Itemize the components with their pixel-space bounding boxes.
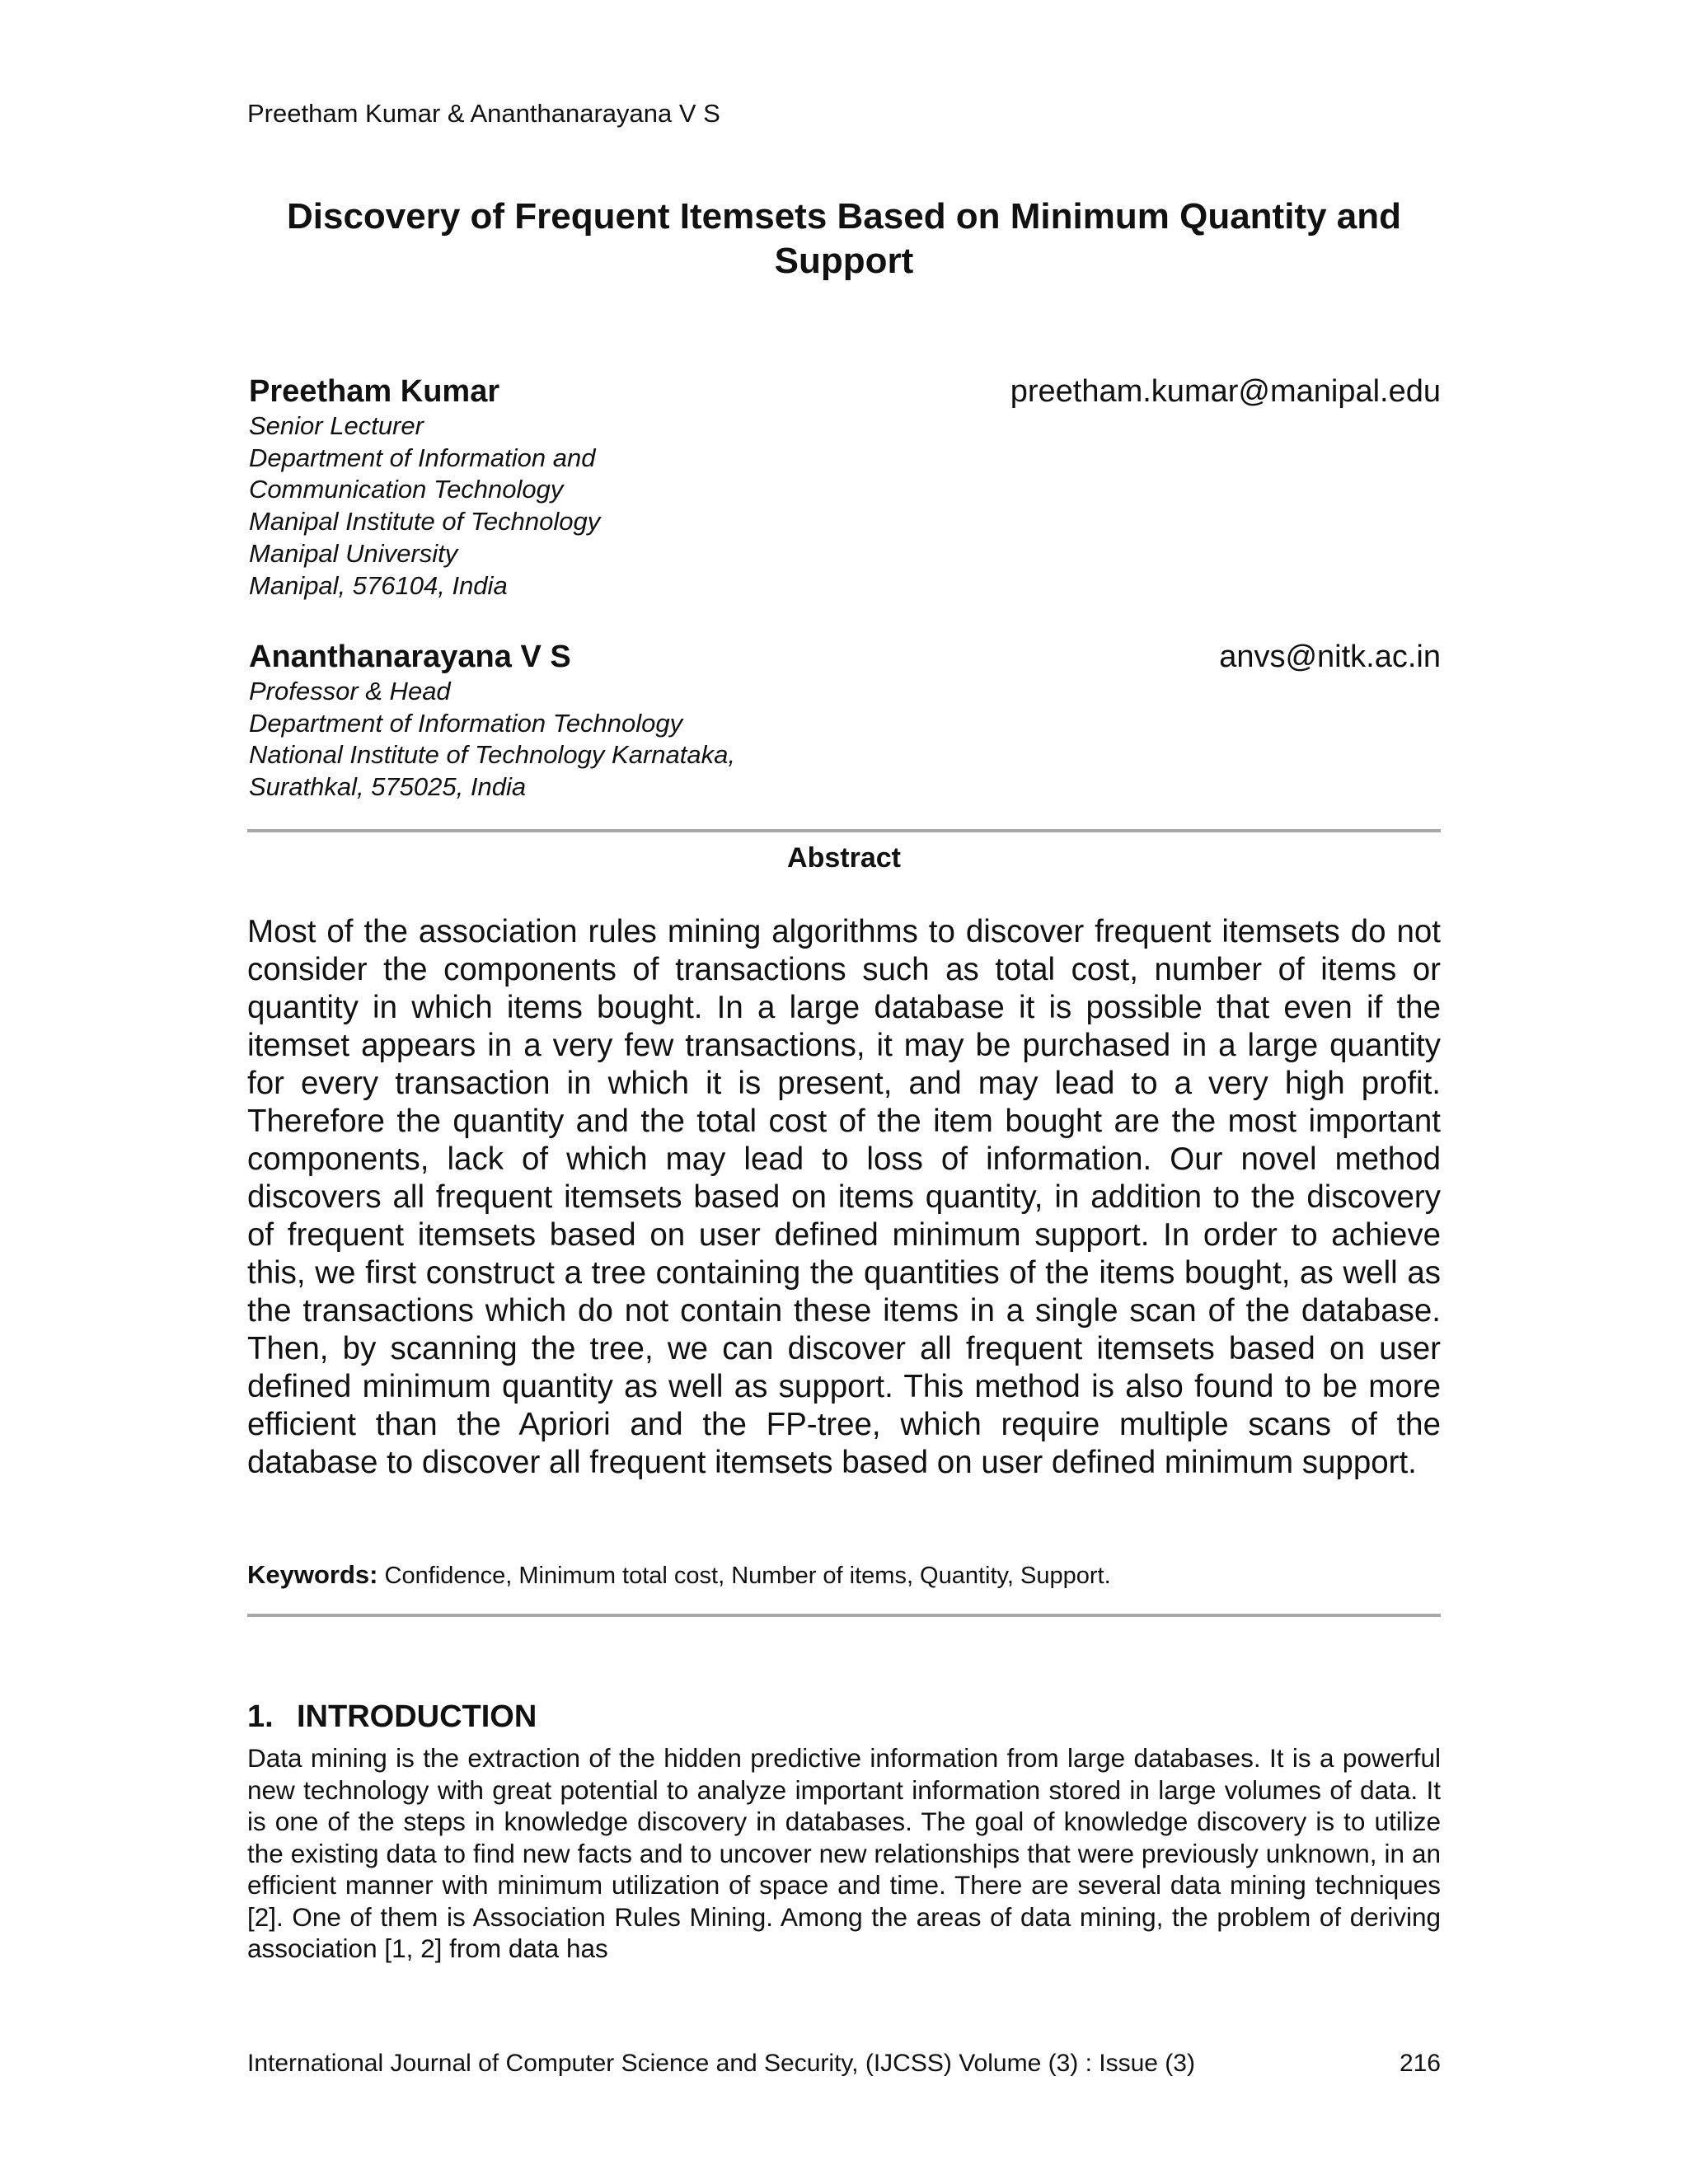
section-number: 1. [247, 1699, 274, 1734]
keywords-text: Confidence, Minimum total cost, Number of items, Quantity, Support. [384, 1563, 1111, 1589]
affiliation-line: Surathkal, 575025, India [249, 772, 527, 802]
running-head: Preetham Kumar & Ananthanarayana V S [247, 99, 720, 128]
affiliation-line: Department of Information Technology [249, 708, 683, 738]
affiliation-line: Senior Lecturer [249, 411, 424, 440]
paper-title: Discovery of Frequent Itemsets Based on Minimum Quantity and Support [286, 196, 1402, 281]
page-number: 216 [1399, 2050, 1441, 2077]
keywords [247, 1559, 1441, 1591]
footer-journal: International Journal of Computer Science and Security, (IJCSS) Volume (3) : Issue (3) [247, 2050, 1195, 2077]
keywords-label: Keywords: [247, 1560, 378, 1589]
author-1-name: Preetham Kumar [249, 374, 500, 409]
abstract-body: Most of the association rules mining algorithms to discover frequent itemsets do not consider the components of transactions such as total cost, number of items or quantity in which items bought. In a large database it is possible that even if the itemset appears in a very few transactions, it may be purchased in a large quantity for every transaction in which it is present, and may lead to a very high profit. Therefore the quantity and the total cost of the item bought are the most important components, lack of which may lead to loss of information. Our novel method discovers all frequent itemsets based on items quantity, in addition to the discovery of frequent itemsets based on user defined minimum support. In order to achieve this, we first construct a tree containing the quantities of the items bought, as well as the transactions which do not contain these items in a single scan of the database. Then, by scanning the tree, we can discover all frequent itemsets based on user defined minimum quantity as well as support. This method is also found to be more efficient than the Apriori and the FP-tree, which require multiple scans of the database to discover all frequent itemsets based on user defined minimum support. [247, 914, 1441, 1480]
divider-bottom [247, 1614, 1441, 1617]
affiliation-line: Communication Technology [249, 475, 564, 504]
affiliation-line: National Institute of Technology Karnataka, [249, 740, 735, 770]
author-2-name: Ananthanarayana V S [249, 640, 571, 674]
section-title: INTRODUCTION [297, 1699, 537, 1734]
author-2-email: anvs@nitk.ac.in [1219, 640, 1441, 674]
affiliation-line: Manipal University [249, 538, 458, 568]
affiliation-line: Department of Information and [249, 443, 596, 472]
affiliation-line: Professor & Head [249, 677, 451, 705]
author-1-affiliation [249, 410, 600, 602]
affiliation-line: Manipal, 576104, India [249, 570, 508, 600]
section-heading [247, 1698, 537, 1736]
abstract-heading: Abstract [787, 842, 901, 874]
divider-top [247, 829, 1441, 832]
author-2-affiliation [249, 676, 735, 804]
introduction-body: Data mining is the extraction of the hidden predictive information from large databases. It is a powerful new technology with great potential to analyze important information stored in large volumes of data. It is one of the steps in knowledge discovery in databases. The goal of knowledge discovery is to utilize the existing data to find new facts and to uncover new relationships that were previously unknown, in an efficient manner with minimum utilization of space and time. There are several data mining techniques [2]. One of them is Association Rules Mining. Among the areas of data mining, the problem of deriving association [1, 2] from data has [247, 1743, 1441, 1963]
affiliation-line: Manipal Institute of Technology [249, 507, 601, 537]
author-1-email: preetham.kumar@manipal.edu [1010, 374, 1441, 409]
